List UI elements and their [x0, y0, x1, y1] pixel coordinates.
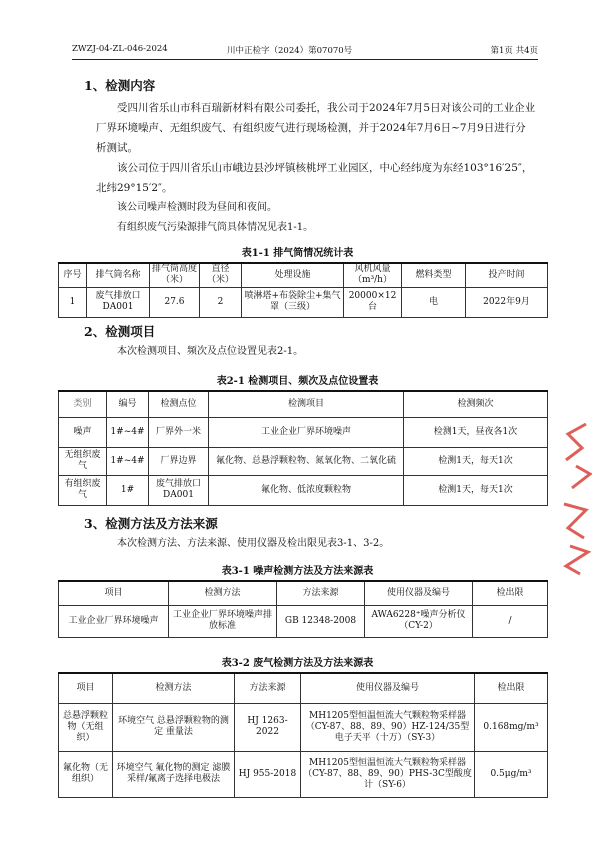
cell: HJ 1263-2022: [235, 703, 301, 751]
th-source: 方法来源: [277, 581, 365, 605]
cell: GB 12348-2008: [277, 605, 365, 637]
cell: 厂界外一米: [149, 417, 209, 447]
table-row: [59, 417, 548, 447]
cell: 电: [402, 287, 466, 317]
table-row: [59, 605, 548, 637]
th-instrument: 使用仪器及编号: [365, 581, 473, 605]
stamp-strokes: [564, 424, 590, 574]
table-3-1: [58, 580, 548, 638]
th-treatment: 处理设施: [242, 263, 344, 287]
th-stack-height: 排气筒高度（米）: [150, 263, 200, 287]
cell: 检测1天，昼夜各1次: [404, 417, 548, 447]
th-start-date: 投产时间: [466, 263, 548, 287]
cell: 总悬浮颗粒物（无组织）: [59, 703, 113, 751]
cell: HJ 955-2018: [235, 751, 301, 797]
table-row: [59, 751, 548, 797]
section-3-para-1: 本次检测方法、方法来源、使用仪器及检出限见表3-1、3-2。: [117, 538, 390, 549]
report-number: 川中正检字（2024）第07070号: [227, 46, 353, 56]
page-header: [72, 44, 538, 58]
cell: 废气排放口DA001: [87, 287, 150, 317]
th-detection-limit: 检出限: [473, 581, 548, 605]
doc-code: ZWZJ-04-ZL-046-2024: [72, 44, 168, 54]
cell: 噪声: [59, 417, 107, 447]
th-code: 编号: [107, 391, 149, 417]
cell: 环境空气 氟化物的测定 滤膜采样/氟离子选择电极法: [113, 751, 235, 797]
th-frequency: 检测频次: [404, 391, 548, 417]
th-point: 检测点位: [149, 391, 209, 417]
th-source: 方法来源: [235, 673, 301, 703]
section-3-title: 3、检测方法及方法来源: [84, 516, 218, 531]
section-1-para-4: 有组织废气污染源排气筒具体情况见表1-1。: [117, 222, 314, 233]
cell: 喷淋塔+布袋除尘+集气罩（三级）: [242, 287, 344, 317]
cell: 1#~4#: [107, 447, 149, 475]
cell: 工业企业厂界环境噪声: [59, 605, 169, 637]
section-1-para-1: 受四川省乐山市科百瑞新材料有限公司委托，我公司于2024年7月5日对该公司的工业企业厂界环境噪声、无组织废气、有组织废气进行现场检测，并于2024年7月6日~7月9日进行分析测试。: [96, 102, 536, 154]
table-2-1: [58, 390, 548, 506]
cell: 1#: [107, 475, 149, 505]
section-2-title: 2、检测项目: [84, 324, 156, 339]
page-number: 第1页 共4页: [490, 46, 538, 56]
cell: 检测1天，每天1次: [404, 447, 548, 475]
table-3-2-caption: 表3-2 废气检测方法及方法来源表: [221, 658, 374, 669]
cell: 检测1天，每天1次: [404, 475, 548, 505]
th-fan-volume: 风机风量（m³/h）: [344, 263, 402, 287]
cell: 0.5μg/m³: [475, 751, 548, 797]
cell: 27.6: [150, 287, 200, 317]
cell: MH1205型恒温恒流大气颗粒物采样器（CY-87、88、89、90）PHS-3C型酸度计（SY-6）: [301, 751, 475, 797]
th-diameter: 直径（米）: [200, 263, 242, 287]
table-1-1: [58, 262, 548, 318]
header-divider: [72, 59, 538, 60]
th-item: 项目: [59, 673, 113, 703]
table-row: [59, 287, 548, 317]
th-item: 检测项目: [209, 391, 404, 417]
table-3-1-caption: 表3-1 噪声检测方法及方法来源表: [221, 566, 374, 577]
cell: /: [473, 605, 548, 637]
cell: 0.168mg/m³: [475, 703, 548, 751]
th-instrument: 使用仪器及编号: [301, 673, 475, 703]
cell: 氟化物、总悬浮颗粒物、氮氧化物、二氧化硫: [209, 447, 404, 475]
table-row: [59, 703, 548, 751]
cell: 厂界边界: [149, 447, 209, 475]
cell: AWA6228⁺噪声分析仪（CY-2）: [365, 605, 473, 637]
th-stack-name: 排气筒名称: [87, 263, 150, 287]
cell: 无组织废气: [59, 447, 107, 475]
th-item: 项目: [59, 581, 169, 605]
table-row: [59, 447, 548, 475]
cell: 20000×12台: [344, 287, 402, 317]
section-1-title: 1、检测内容: [84, 78, 156, 93]
cell: 氟化物（无组织）: [59, 751, 113, 797]
section-1-para-2: 该公司位于四川省乐山市峨边县沙坪镇核桃坪工业园区，中心经纬度为东经103°16′25″，北纬29°15′2″。: [96, 162, 533, 194]
red-seal-stamp-partial: [556, 418, 592, 578]
cell: 废气排放口DA001: [149, 475, 209, 505]
cell: 2: [200, 287, 242, 317]
cell: 环境空气 总悬浮颗粒物的测定 重量法: [113, 703, 235, 751]
cell: 氟化物、低浓度颗粒物: [209, 475, 404, 505]
cell: 1: [59, 287, 87, 317]
cell: 工业企业厂界环境噪声排放标准: [169, 605, 277, 637]
table-3-2: [58, 672, 548, 798]
cell: 工业企业厂界环境噪声: [209, 417, 404, 447]
th-index: 序号: [59, 263, 87, 287]
th-method: 检测方法: [113, 673, 235, 703]
cell: MH1205型恒温恒流大气颗粒物采样器（CY-87、88、89、90）HZ-124/35型电子天平（十万）（SY-3）: [301, 703, 475, 751]
table-1-1-caption: 表1-1 排气筒情况统计表: [241, 248, 354, 259]
section-1-para-3: 该公司噪声检测时段为昼间和夜间。: [117, 202, 277, 213]
th-detection-limit: 检出限: [475, 673, 548, 703]
cell: 有组织废气: [59, 475, 107, 505]
cell: 2022年9月: [466, 287, 548, 317]
section-2-para-1: 本次检测项目、频次及点位设置见表2-1。: [117, 346, 304, 357]
table-row: [59, 475, 548, 505]
th-fuel-type: 燃料类型: [402, 263, 466, 287]
th-category: 类别: [59, 391, 107, 417]
table-2-1-caption: 表2-1 检测项目、频次及点位设置表: [216, 376, 379, 387]
cell: 1#~4#: [107, 417, 149, 447]
th-method: 检测方法: [169, 581, 277, 605]
